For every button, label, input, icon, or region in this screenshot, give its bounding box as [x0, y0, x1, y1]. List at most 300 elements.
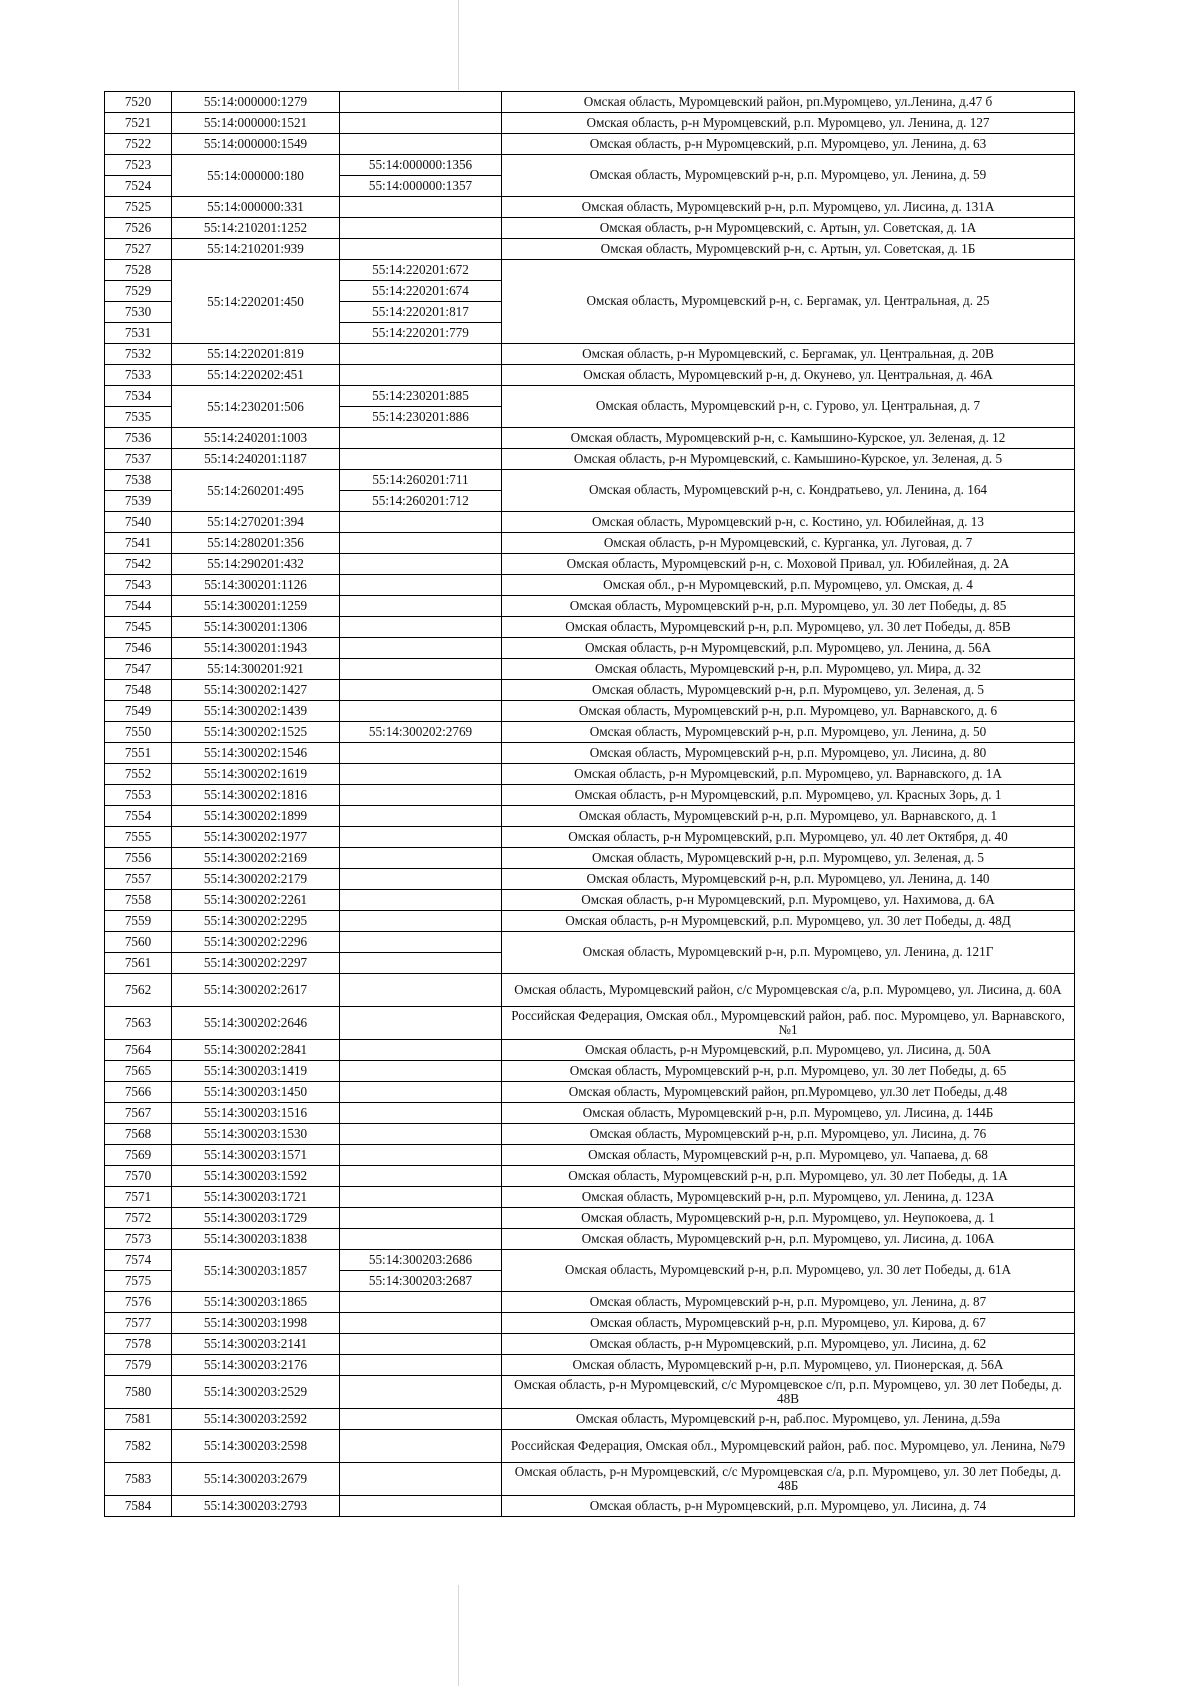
- address: Омская область, Муромцевский р-н, р.п. Муромцево, ул. 30 лет Победы, д. 65: [502, 1061, 1075, 1082]
- row-number: 7534: [105, 386, 172, 407]
- address: Омская область, Муромцевский р-н, с. Гурово, ул. Центральная, д. 7: [502, 386, 1075, 428]
- row-number: 7525: [105, 197, 172, 218]
- linked-cadastral-number: [340, 974, 502, 1007]
- linked-cadastral-number: [340, 575, 502, 596]
- row-number: 7559: [105, 911, 172, 932]
- document-sheet: [104, 91, 1074, 1517]
- cadastral-number: 55:14:300202:1546: [172, 743, 340, 764]
- address: Омская область, Муромцевский р-н, р.п. Муромцево, ул. Ленина, д. 123А: [502, 1187, 1075, 1208]
- row-number: 7546: [105, 638, 172, 659]
- address: Омская область, Муромцевский р-н, р.п. Муромцево, ул. Пионерская, д. 56А: [502, 1355, 1075, 1376]
- cadastral-number: 55:14:300202:2646: [172, 1007, 340, 1040]
- table-row: [105, 512, 1075, 533]
- linked-cadastral-number: [340, 428, 502, 449]
- table-row: [105, 785, 1075, 806]
- cadastral-number: 55:14:300202:2296: [172, 932, 340, 953]
- cadastral-number: 55:14:000000:1521: [172, 113, 340, 134]
- address: Омская область, Муромцевский р-н, с. Моховой Привал, ул. Юбилейная, д. 2А: [502, 554, 1075, 575]
- cadastral-number: 55:14:300203:1729: [172, 1208, 340, 1229]
- cadastral-number: 55:14:300203:1419: [172, 1061, 340, 1082]
- table-row: [105, 596, 1075, 617]
- row-number: 7548: [105, 680, 172, 701]
- address: Омская область, р-н Муромцевский, р.п. Муромцево, ул. 40 лет Октября, д. 40: [502, 827, 1075, 848]
- row-number: 7540: [105, 512, 172, 533]
- linked-cadastral-number: [340, 1007, 502, 1040]
- table-row: [105, 1082, 1075, 1103]
- linked-cadastral-number: [340, 911, 502, 932]
- table-row: [105, 1313, 1075, 1334]
- linked-cadastral-number: [340, 1061, 502, 1082]
- cadastral-number: 55:14:300202:1899: [172, 806, 340, 827]
- address: Омская область, Муромцевский р-н, р.п. Муромцево, ул. Лисина, д. 76: [502, 1124, 1075, 1145]
- row-number: 7581: [105, 1409, 172, 1430]
- table-row: [105, 1229, 1075, 1250]
- table-row: [105, 1103, 1075, 1124]
- cadastral-number: 55:14:300201:1126: [172, 575, 340, 596]
- cadastral-number: 55:14:300203:1571: [172, 1145, 340, 1166]
- cadastral-number: 55:14:220202:451: [172, 365, 340, 386]
- address: Омская область, Муромцевский р-н, р.п. Муромцево, ул. Варнавского, д. 1: [502, 806, 1075, 827]
- address: Омская область, Муромцевский р-н, р.п. Муромцево, ул. Мира, д. 32: [502, 659, 1075, 680]
- row-number: 7542: [105, 554, 172, 575]
- cadastral-number: 55:14:300203:1450: [172, 1082, 340, 1103]
- linked-cadastral-number: 55:14:260201:711: [340, 470, 502, 491]
- row-number: 7531: [105, 323, 172, 344]
- table-row: [105, 575, 1075, 596]
- cadastral-number: 55:14:300203:1516: [172, 1103, 340, 1124]
- row-number: 7544: [105, 596, 172, 617]
- address: Омская область, р-н Муромцевский, р.п. Муромцево, ул. 30 лет Победы, д. 48Д: [502, 911, 1075, 932]
- address: Омская область, р-н Муромцевский, р.п. Муромцево, ул. Ленина, д. 56А: [502, 638, 1075, 659]
- cadastral-number: 55:14:240201:1003: [172, 428, 340, 449]
- linked-cadastral-number: [340, 848, 502, 869]
- row-number: 7557: [105, 869, 172, 890]
- row-number: 7563: [105, 1007, 172, 1040]
- cadastral-number: 55:14:300203:1838: [172, 1229, 340, 1250]
- cadastral-number: 55:14:000000:1549: [172, 134, 340, 155]
- table-row: [105, 722, 1075, 743]
- row-number: 7566: [105, 1082, 172, 1103]
- linked-cadastral-number: [340, 1124, 502, 1145]
- cadastral-number: 55:14:300201:1259: [172, 596, 340, 617]
- linked-cadastral-number: [340, 1292, 502, 1313]
- linked-cadastral-number: 55:14:300203:2686: [340, 1250, 502, 1271]
- table-row: [105, 155, 1075, 176]
- table-row: [105, 1463, 1075, 1496]
- row-number: 7529: [105, 281, 172, 302]
- linked-cadastral-number: [340, 596, 502, 617]
- table-row: [105, 1334, 1075, 1355]
- table-row: [105, 1376, 1075, 1409]
- linked-cadastral-number: [340, 344, 502, 365]
- cadastral-number: 55:14:300202:2179: [172, 869, 340, 890]
- linked-cadastral-number: 55:14:220201:674: [340, 281, 502, 302]
- linked-cadastral-number: [340, 638, 502, 659]
- table-row: [105, 1496, 1075, 1517]
- table-row: [105, 1124, 1075, 1145]
- linked-cadastral-number: [340, 92, 502, 113]
- row-number: 7564: [105, 1040, 172, 1061]
- address: Омская область, Муромцевский р-н, с. Костино, ул. Юбилейная, д. 13: [502, 512, 1075, 533]
- cadastral-number: 55:14:300202:2841: [172, 1040, 340, 1061]
- row-number: 7536: [105, 428, 172, 449]
- table-row: [105, 554, 1075, 575]
- table-row: [105, 1355, 1075, 1376]
- address: Омская область, р-н Муромцевский, р.п. Муромцево, ул. Лисина, д. 62: [502, 1334, 1075, 1355]
- address: Омская область, Муромцевский р-н, р.п. Муромцево, ул. Ленина, д. 50: [502, 722, 1075, 743]
- row-number: 7561: [105, 953, 172, 974]
- table-row: [105, 386, 1075, 407]
- linked-cadastral-number: [340, 1376, 502, 1409]
- cadastral-number: 55:14:210201:1252: [172, 218, 340, 239]
- linked-cadastral-number: [340, 1463, 502, 1496]
- table-row: [105, 1409, 1075, 1430]
- row-number: 7528: [105, 260, 172, 281]
- cadastral-number: 55:14:000000:331: [172, 197, 340, 218]
- row-number: 7541: [105, 533, 172, 554]
- linked-cadastral-number: 55:14:300202:2769: [340, 722, 502, 743]
- address: Омская область, р-н Муромцевский, р.п. Муромцево, ул. Ленина, д. 127: [502, 113, 1075, 134]
- table-row: [105, 1187, 1075, 1208]
- cadastral-number: 55:14:300203:1721: [172, 1187, 340, 1208]
- row-number: 7570: [105, 1166, 172, 1187]
- cadastral-number: 55:14:300201:921: [172, 659, 340, 680]
- address: Омская область, р-н Муромцевский, с. Артын, ул. Советская, д. 1А: [502, 218, 1075, 239]
- row-number: 7553: [105, 785, 172, 806]
- cadastral-number: 55:14:300203:1857: [172, 1250, 340, 1292]
- address: Омская область, Муромцевский р-н, р.п. Муромцево, ул. Лисина, д. 131А: [502, 197, 1075, 218]
- linked-cadastral-number: [340, 134, 502, 155]
- row-number: 7580: [105, 1376, 172, 1409]
- linked-cadastral-number: [340, 533, 502, 554]
- linked-cadastral-number: [340, 1334, 502, 1355]
- row-number: 7532: [105, 344, 172, 365]
- table-row: [105, 680, 1075, 701]
- table-row: [105, 92, 1075, 113]
- table-row: [105, 1145, 1075, 1166]
- row-number: 7554: [105, 806, 172, 827]
- row-number: 7574: [105, 1250, 172, 1271]
- row-number: 7576: [105, 1292, 172, 1313]
- address: Российская Федерация, Омская обл., Муромцевский район, раб. пос. Муромцево, ул. Варнавского, №1: [502, 1007, 1075, 1040]
- table-body: [105, 92, 1075, 1517]
- row-number: 7545: [105, 617, 172, 638]
- cadastral-number: 55:14:300203:1530: [172, 1124, 340, 1145]
- cadastral-number: 55:14:300203:2592: [172, 1409, 340, 1430]
- table-row: [105, 218, 1075, 239]
- linked-cadastral-number: [340, 1313, 502, 1334]
- row-number: 7543: [105, 575, 172, 596]
- cadastral-number: 55:14:230201:506: [172, 386, 340, 428]
- table-row: [105, 659, 1075, 680]
- linked-cadastral-number: [340, 701, 502, 722]
- linked-cadastral-number: 55:14:300203:2687: [340, 1271, 502, 1292]
- linked-cadastral-number: [340, 1355, 502, 1376]
- linked-cadastral-number: [340, 806, 502, 827]
- table-row: [105, 890, 1075, 911]
- table-row: [105, 806, 1075, 827]
- linked-cadastral-number: [340, 1145, 502, 1166]
- cadastral-number: 55:14:210201:939: [172, 239, 340, 260]
- linked-cadastral-number: [340, 743, 502, 764]
- row-number: 7537: [105, 449, 172, 470]
- table-row: [105, 764, 1075, 785]
- linked-cadastral-number: [340, 218, 502, 239]
- address: Омская область, Муромцевский район, рп.Муромцево, ул.30 лет Победы, д.48: [502, 1082, 1075, 1103]
- linked-cadastral-number: [340, 617, 502, 638]
- linked-cadastral-number: [340, 1496, 502, 1517]
- row-number: 7568: [105, 1124, 172, 1145]
- cadastral-number: 55:14:300202:1439: [172, 701, 340, 722]
- table-row: [105, 617, 1075, 638]
- row-number: 7556: [105, 848, 172, 869]
- address: Омская область, Муромцевский р-н, р.п. Муромцево, ул. Ленина, д. 121Г: [502, 932, 1075, 974]
- row-number: 7521: [105, 113, 172, 134]
- address: Омская область, Муромцевский р-н, р.п. Муромцево, ул. 30 лет Победы, д. 61А: [502, 1250, 1075, 1292]
- address: Омская область, Муромцевский район, с/с Муромцевская с/а, р.п. Муромцево, ул. Лисина, д. 60А: [502, 974, 1075, 1007]
- linked-cadastral-number: [340, 197, 502, 218]
- table-row: [105, 428, 1075, 449]
- cadastral-number: 55:14:300203:2679: [172, 1463, 340, 1496]
- cadastral-number: 55:14:270201:394: [172, 512, 340, 533]
- linked-cadastral-number: [340, 785, 502, 806]
- linked-cadastral-number: [340, 869, 502, 890]
- address: Омская область, Муромцевский р-н, р.п. Муромцево, ул. Зеленая, д. 5: [502, 680, 1075, 701]
- row-number: 7569: [105, 1145, 172, 1166]
- address: Омская область, Муромцевский р-н, р.п. Муромцево, ул. Ленина, д. 140: [502, 869, 1075, 890]
- linked-cadastral-number: [340, 365, 502, 386]
- linked-cadastral-number: [340, 1166, 502, 1187]
- row-number: 7579: [105, 1355, 172, 1376]
- row-number: 7558: [105, 890, 172, 911]
- linked-cadastral-number: [340, 1103, 502, 1124]
- table-row: [105, 1250, 1075, 1271]
- scan-fold-line: [458, 0, 459, 90]
- row-number: 7551: [105, 743, 172, 764]
- row-number: 7562: [105, 974, 172, 1007]
- row-number: 7582: [105, 1430, 172, 1463]
- linked-cadastral-number: [340, 1208, 502, 1229]
- table-row: [105, 701, 1075, 722]
- cadastral-number: 55:14:280201:356: [172, 533, 340, 554]
- linked-cadastral-number: [340, 953, 502, 974]
- cadastral-number: 55:14:290201:432: [172, 554, 340, 575]
- address: Омская область, Муромцевский р-н, р.п. Муромцево, ул. 30 лет Победы, д. 85В: [502, 617, 1075, 638]
- cadastral-number: 55:14:300202:1427: [172, 680, 340, 701]
- cadastral-number: 55:14:000000:180: [172, 155, 340, 197]
- cadastral-number: 55:14:300202:2169: [172, 848, 340, 869]
- row-number: 7538: [105, 470, 172, 491]
- linked-cadastral-number: 55:14:260201:712: [340, 491, 502, 512]
- cadastral-number: 55:14:220201:450: [172, 260, 340, 344]
- cadastral-number: 55:14:300203:2598: [172, 1430, 340, 1463]
- address: Омская область, Муромцевский р-н, р.п. Муромцево, ул. 30 лет Победы, д. 1А: [502, 1166, 1075, 1187]
- cadastral-number: 55:14:300203:2793: [172, 1496, 340, 1517]
- cadastral-number: 55:14:300203:1865: [172, 1292, 340, 1313]
- table-row: [105, 113, 1075, 134]
- property-table: [104, 91, 1075, 1517]
- cadastral-number: 55:14:220201:819: [172, 344, 340, 365]
- cadastral-number: 55:14:300203:2176: [172, 1355, 340, 1376]
- row-number: 7530: [105, 302, 172, 323]
- row-number: 7523: [105, 155, 172, 176]
- linked-cadastral-number: [340, 1229, 502, 1250]
- address: Омская область, Муромцевский р-н, р.п. Муромцево, ул. Лисина, д. 144Б: [502, 1103, 1075, 1124]
- table-row: [105, 974, 1075, 1007]
- linked-cadastral-number: [340, 113, 502, 134]
- row-number: 7575: [105, 1271, 172, 1292]
- table-row: [105, 869, 1075, 890]
- address: Омская область, р-н Муромцевский, р.п. Муромцево, ул. Нахимова, д. 6А: [502, 890, 1075, 911]
- linked-cadastral-number: 55:14:000000:1356: [340, 155, 502, 176]
- linked-cadastral-number: [340, 1040, 502, 1061]
- row-number: 7560: [105, 932, 172, 953]
- row-number: 7547: [105, 659, 172, 680]
- row-number: 7526: [105, 218, 172, 239]
- linked-cadastral-number: [340, 512, 502, 533]
- linked-cadastral-number: [340, 1082, 502, 1103]
- row-number: 7533: [105, 365, 172, 386]
- cadastral-number: 55:14:300202:1816: [172, 785, 340, 806]
- linked-cadastral-number: [340, 764, 502, 785]
- linked-cadastral-number: [340, 449, 502, 470]
- scan-fold-line: [458, 1585, 459, 1686]
- table-row: [105, 260, 1075, 281]
- table-row: [105, 365, 1075, 386]
- linked-cadastral-number: 55:14:230201:886: [340, 407, 502, 428]
- table-row: [105, 1208, 1075, 1229]
- table-row: [105, 449, 1075, 470]
- row-number: 7549: [105, 701, 172, 722]
- row-number: 7527: [105, 239, 172, 260]
- cadastral-number: 55:14:300203:1592: [172, 1166, 340, 1187]
- address: Омская область, р-н Муромцевский, р.п. Муромцево, ул. Варнавского, д. 1А: [502, 764, 1075, 785]
- row-number: 7565: [105, 1061, 172, 1082]
- row-number: 7578: [105, 1334, 172, 1355]
- cadastral-number: 55:14:300202:2261: [172, 890, 340, 911]
- cadastral-number: 55:14:000000:1279: [172, 92, 340, 113]
- row-number: 7567: [105, 1103, 172, 1124]
- linked-cadastral-number: [340, 890, 502, 911]
- address: Омская область, Муромцевский р-н, с. Кондратьево, ул. Ленина, д. 164: [502, 470, 1075, 512]
- table-row: [105, 1166, 1075, 1187]
- linked-cadastral-number: [340, 659, 502, 680]
- address: Омская область, р-н Муромцевский, с/с Муромцевская с/а, р.п. Муромцево, ул. 30 лет Победы, д. 48Б: [502, 1463, 1075, 1496]
- cadastral-number: 55:14:300202:1525: [172, 722, 340, 743]
- linked-cadastral-number: [340, 932, 502, 953]
- linked-cadastral-number: 55:14:220201:817: [340, 302, 502, 323]
- table-row: [105, 1430, 1075, 1463]
- linked-cadastral-number: [340, 1430, 502, 1463]
- table-row: [105, 827, 1075, 848]
- address: Омская область, Муромцевский р-н, р.п. Муромцево, ул. Ленина, д. 87: [502, 1292, 1075, 1313]
- address: Омская область, Муромцевский р-н, р.п. Муромцево, ул. Кирова, д. 67: [502, 1313, 1075, 1334]
- table-row: [105, 1007, 1075, 1040]
- address: Омская область, Муромцевский район, рп.Муромцево, ул.Ленина, д.47 б: [502, 92, 1075, 113]
- row-number: 7571: [105, 1187, 172, 1208]
- row-number: 7584: [105, 1496, 172, 1517]
- row-number: 7577: [105, 1313, 172, 1334]
- row-number: 7572: [105, 1208, 172, 1229]
- table-row: [105, 743, 1075, 764]
- table-row: [105, 848, 1075, 869]
- table-row: [105, 911, 1075, 932]
- linked-cadastral-number: 55:14:230201:885: [340, 386, 502, 407]
- table-row: [105, 134, 1075, 155]
- table-row: [105, 470, 1075, 491]
- table-row: [105, 533, 1075, 554]
- cadastral-number: 55:14:300203:2529: [172, 1376, 340, 1409]
- linked-cadastral-number: [340, 554, 502, 575]
- address: Омская область, р-н Муромцевский, р.п. Муромцево, ул. Лисина, д. 50А: [502, 1040, 1075, 1061]
- cadastral-number: 55:14:300202:2617: [172, 974, 340, 1007]
- cadastral-number: 55:14:300201:1306: [172, 617, 340, 638]
- linked-cadastral-number: [340, 1187, 502, 1208]
- cadastral-number: 55:14:300203:1998: [172, 1313, 340, 1334]
- row-number: 7573: [105, 1229, 172, 1250]
- address: Омская область, Муромцевский р-н, р.п. Муромцево, ул. 30 лет Победы, д. 85: [502, 596, 1075, 617]
- table-row: [105, 239, 1075, 260]
- cadastral-number: 55:14:260201:495: [172, 470, 340, 512]
- address: Омская область, Муромцевский р-н, р.п. Муромцево, ул. Ленина, д. 59: [502, 155, 1075, 197]
- cadastral-number: 55:14:300203:2141: [172, 1334, 340, 1355]
- cadastral-number: 55:14:300202:1619: [172, 764, 340, 785]
- address: Омская область, р-н Муромцевский, р.п. Муромцево, ул. Красных Зорь, д. 1: [502, 785, 1075, 806]
- address: Омская область, р-н Муромцевский, с. Камышино-Курское, ул. Зеленая, д. 5: [502, 449, 1075, 470]
- address: Омская область, Муромцевский р-н, с. Артын, ул. Советская, д. 1Б: [502, 239, 1075, 260]
- cadastral-number: 55:14:300202:2295: [172, 911, 340, 932]
- address: Омская область, Муромцевский р-н, с. Камышино-Курское, ул. Зеленая, д. 12: [502, 428, 1075, 449]
- table-row: [105, 932, 1075, 953]
- linked-cadastral-number: [340, 1409, 502, 1430]
- row-number: 7555: [105, 827, 172, 848]
- address: Омская область, Муромцевский р-н, р.п. Муромцево, ул. Лисина, д. 106А: [502, 1229, 1075, 1250]
- linked-cadastral-number: 55:14:000000:1357: [340, 176, 502, 197]
- row-number: 7552: [105, 764, 172, 785]
- row-number: 7550: [105, 722, 172, 743]
- table-row: [105, 197, 1075, 218]
- address: Омская область, Муромцевский р-н, с. Бергамак, ул. Центральная, д. 25: [502, 260, 1075, 344]
- cadastral-number: 55:14:300202:1977: [172, 827, 340, 848]
- row-number: 7522: [105, 134, 172, 155]
- address: Омская область, р-н Муромцевский, с/с Муромцевское с/п, р.п. Муромцево, ул. 30 лет Победы, д. 48В: [502, 1376, 1075, 1409]
- table-row: [105, 1292, 1075, 1313]
- address: Омская обл., р-н Муромцевский, р.п. Муромцево, ул. Омская, д. 4: [502, 575, 1075, 596]
- address: Омская область, Муромцевский р-н, р.п. Муромцево, ул. Чапаева, д. 68: [502, 1145, 1075, 1166]
- address: Омская область, р-н Муромцевский, с. Курганка, ул. Луговая, д. 7: [502, 533, 1075, 554]
- address: Омская область, Муромцевский р-н, д. Окунево, ул. Центральная, д. 46А: [502, 365, 1075, 386]
- address: Омская область, Муромцевский р-н, р.п. Муромцево, ул. Неупокоева, д. 1: [502, 1208, 1075, 1229]
- table-row: [105, 1040, 1075, 1061]
- linked-cadastral-number: [340, 680, 502, 701]
- address: Омская область, Муромцевский р-н, раб.пос. Муромцево, ул. Ленина, д.59а: [502, 1409, 1075, 1430]
- table-row: [105, 638, 1075, 659]
- linked-cadastral-number: [340, 827, 502, 848]
- address: Омская область, р-н Муромцевский, р.п. Муромцево, ул. Ленина, д. 63: [502, 134, 1075, 155]
- table-row: [105, 344, 1075, 365]
- address: Российская Федерация, Омская обл., Муромцевский район, раб. пос. Муромцево, ул. Ленина, №79: [502, 1430, 1075, 1463]
- linked-cadastral-number: [340, 239, 502, 260]
- row-number: 7524: [105, 176, 172, 197]
- linked-cadastral-number: 55:14:220201:672: [340, 260, 502, 281]
- address: Омская область, р-н Муромцевский, р.п. Муромцево, ул. Лисина, д. 74: [502, 1496, 1075, 1517]
- row-number: 7583: [105, 1463, 172, 1496]
- row-number: 7535: [105, 407, 172, 428]
- address: Омская область, Муромцевский р-н, р.п. Муромцево, ул. Варнавского, д. 6: [502, 701, 1075, 722]
- row-number: 7520: [105, 92, 172, 113]
- cadastral-number: 55:14:240201:1187: [172, 449, 340, 470]
- cadastral-number: 55:14:300202:2297: [172, 953, 340, 974]
